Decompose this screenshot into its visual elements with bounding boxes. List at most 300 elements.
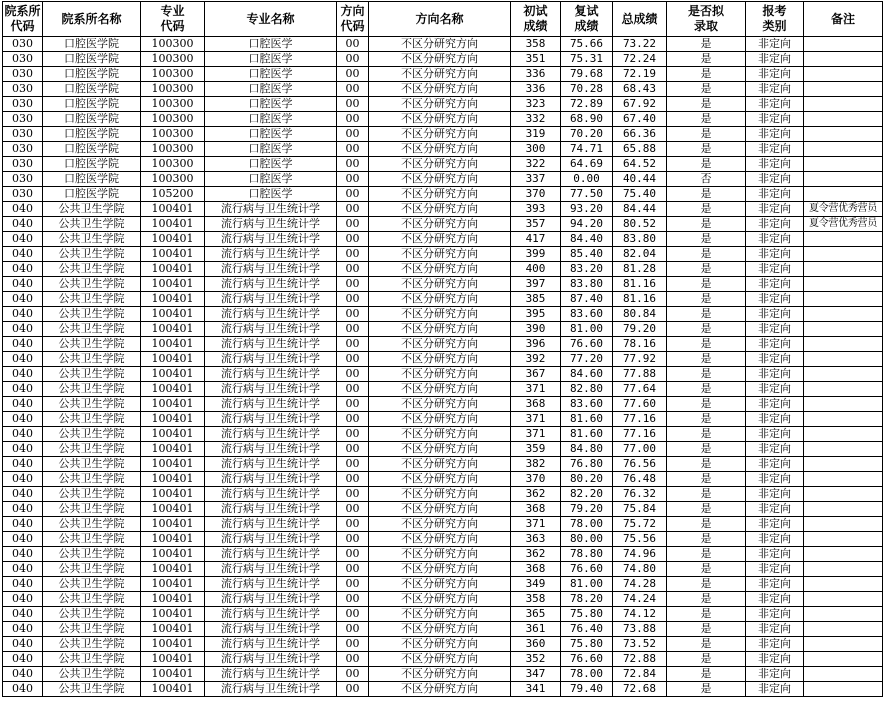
cell-major-code: 100300 — [141, 112, 205, 127]
cell-retest-score: 87.40 — [561, 292, 613, 307]
cell-total-score: 75.40 — [613, 187, 667, 202]
cell-total-score: 74.28 — [613, 577, 667, 592]
table-row — [3, 472, 883, 487]
cell-direction-name: 不区分研究方向 — [369, 607, 511, 622]
table-row — [3, 157, 883, 172]
table-row — [3, 277, 883, 292]
cell-prelim-score: 367 — [511, 367, 561, 382]
cell-remarks — [804, 457, 883, 472]
cell-dept-code: 040 — [3, 367, 43, 382]
cell-apply-type: 非定向 — [746, 232, 804, 247]
cell-admit-status: 是 — [667, 412, 746, 427]
cell-major-code: 100401 — [141, 232, 205, 247]
cell-remarks — [804, 472, 883, 487]
cell-major-name: 流行病与卫生统计学 — [205, 442, 337, 457]
cell-direction-name: 不区分研究方向 — [369, 307, 511, 322]
cell-prelim-score: 368 — [511, 562, 561, 577]
cell-dept-name: 公共卫生学院 — [43, 577, 141, 592]
cell-dept-name: 公共卫生学院 — [43, 232, 141, 247]
cell-prelim-score: 337 — [511, 172, 561, 187]
cell-remarks — [804, 262, 883, 277]
cell-admit-status: 是 — [667, 562, 746, 577]
cell-dept-name: 公共卫生学院 — [43, 487, 141, 502]
cell-dept-name: 公共卫生学院 — [43, 457, 141, 472]
cell-total-score: 74.96 — [613, 547, 667, 562]
cell-prelim-score: 351 — [511, 52, 561, 67]
cell-major-code: 100401 — [141, 517, 205, 532]
table-row — [3, 322, 883, 337]
cell-dept-name: 公共卫生学院 — [43, 367, 141, 382]
cell-direction-code: 00 — [337, 457, 369, 472]
cell-apply-type: 非定向 — [746, 427, 804, 442]
cell-remarks — [804, 682, 883, 697]
cell-direction-name: 不区分研究方向 — [369, 382, 511, 397]
cell-apply-type: 非定向 — [746, 457, 804, 472]
cell-prelim-score: 347 — [511, 667, 561, 682]
cell-total-score: 67.40 — [613, 112, 667, 127]
table-row — [3, 547, 883, 562]
column-header-remarks: 备注 — [804, 2, 883, 37]
cell-total-score: 73.22 — [613, 37, 667, 52]
table-row — [3, 532, 883, 547]
cell-admit-status: 是 — [667, 217, 746, 232]
cell-major-code: 100401 — [141, 472, 205, 487]
cell-direction-name: 不区分研究方向 — [369, 142, 511, 157]
cell-apply-type: 非定向 — [746, 502, 804, 517]
cell-retest-score: 77.50 — [561, 187, 613, 202]
cell-prelim-score: 399 — [511, 247, 561, 262]
cell-admit-status: 是 — [667, 277, 746, 292]
cell-prelim-score: 323 — [511, 97, 561, 112]
cell-total-score: 74.24 — [613, 592, 667, 607]
cell-direction-code: 00 — [337, 37, 369, 52]
table-row — [3, 487, 883, 502]
cell-remarks — [804, 337, 883, 352]
column-header-major-name: 专业名称 — [205, 2, 337, 37]
cell-remarks — [804, 667, 883, 682]
cell-remarks — [804, 442, 883, 457]
cell-dept-name: 公共卫生学院 — [43, 397, 141, 412]
cell-direction-code: 00 — [337, 427, 369, 442]
cell-retest-score: 76.60 — [561, 652, 613, 667]
table-row — [3, 577, 883, 592]
column-header-dept-code: 院系所 代码 — [3, 2, 43, 37]
cell-dept-name: 公共卫生学院 — [43, 472, 141, 487]
cell-prelim-score: 362 — [511, 547, 561, 562]
cell-prelim-score: 392 — [511, 352, 561, 367]
cell-major-name: 流行病与卫生统计学 — [205, 352, 337, 367]
cell-retest-score: 81.00 — [561, 577, 613, 592]
cell-total-score: 77.16 — [613, 427, 667, 442]
cell-admit-status: 是 — [667, 532, 746, 547]
cell-major-name: 流行病与卫生统计学 — [205, 247, 337, 262]
column-header-direction-code: 方向 代码 — [337, 2, 369, 37]
cell-admit-status: 是 — [667, 502, 746, 517]
cell-direction-name: 不区分研究方向 — [369, 217, 511, 232]
cell-prelim-score: 368 — [511, 397, 561, 412]
cell-direction-code: 00 — [337, 247, 369, 262]
cell-major-name: 流行病与卫生统计学 — [205, 382, 337, 397]
table-row — [3, 172, 883, 187]
cell-major-code: 100401 — [141, 547, 205, 562]
cell-prelim-score: 363 — [511, 532, 561, 547]
cell-remarks — [804, 277, 883, 292]
cell-retest-score: 75.80 — [561, 607, 613, 622]
cell-dept-code: 040 — [3, 592, 43, 607]
cell-prelim-score: 370 — [511, 472, 561, 487]
cell-direction-name: 不区分研究方向 — [369, 427, 511, 442]
cell-dept-name: 口腔医学院 — [43, 82, 141, 97]
cell-major-name: 流行病与卫生统计学 — [205, 532, 337, 547]
cell-retest-score: 76.60 — [561, 562, 613, 577]
cell-total-score: 75.84 — [613, 502, 667, 517]
cell-remarks — [804, 352, 883, 367]
cell-remarks — [804, 292, 883, 307]
cell-prelim-score: 332 — [511, 112, 561, 127]
cell-total-score: 77.16 — [613, 412, 667, 427]
cell-dept-name: 公共卫生学院 — [43, 532, 141, 547]
cell-direction-name: 不区分研究方向 — [369, 262, 511, 277]
cell-major-code: 100401 — [141, 202, 205, 217]
cell-total-score: 77.00 — [613, 442, 667, 457]
cell-apply-type: 非定向 — [746, 682, 804, 697]
column-header-major-code: 专业 代码 — [141, 2, 205, 37]
cell-major-code: 100401 — [141, 262, 205, 277]
table-row — [3, 262, 883, 277]
cell-direction-name: 不区分研究方向 — [369, 577, 511, 592]
cell-direction-name: 不区分研究方向 — [369, 157, 511, 172]
cell-dept-code: 040 — [3, 262, 43, 277]
cell-direction-name: 不区分研究方向 — [369, 592, 511, 607]
cell-retest-score: 79.40 — [561, 682, 613, 697]
cell-prelim-score: 417 — [511, 232, 561, 247]
cell-major-code: 100401 — [141, 502, 205, 517]
cell-retest-score: 76.60 — [561, 337, 613, 352]
cell-apply-type: 非定向 — [746, 307, 804, 322]
cell-prelim-score: 357 — [511, 217, 561, 232]
cell-direction-name: 不区分研究方向 — [369, 367, 511, 382]
cell-direction-code: 00 — [337, 157, 369, 172]
cell-apply-type: 非定向 — [746, 247, 804, 262]
cell-retest-score: 83.80 — [561, 277, 613, 292]
cell-retest-score: 81.60 — [561, 427, 613, 442]
header-row — [3, 2, 883, 37]
cell-remarks — [804, 622, 883, 637]
cell-direction-name: 不区分研究方向 — [369, 667, 511, 682]
cell-admit-status: 是 — [667, 667, 746, 682]
column-header-admit-status: 是否拟 录取 — [667, 2, 746, 37]
cell-major-code: 100300 — [141, 82, 205, 97]
cell-apply-type: 非定向 — [746, 592, 804, 607]
cell-prelim-score: 359 — [511, 442, 561, 457]
cell-dept-name: 公共卫生学院 — [43, 352, 141, 367]
cell-dept-code: 040 — [3, 217, 43, 232]
cell-direction-name: 不区分研究方向 — [369, 232, 511, 247]
cell-remarks — [804, 577, 883, 592]
table-row — [3, 652, 883, 667]
cell-dept-code: 040 — [3, 352, 43, 367]
cell-dept-name: 口腔医学院 — [43, 172, 141, 187]
cell-dept-code: 040 — [3, 277, 43, 292]
cell-major-code: 100401 — [141, 562, 205, 577]
cell-retest-score: 74.71 — [561, 142, 613, 157]
cell-dept-name: 公共卫生学院 — [43, 307, 141, 322]
cell-admit-status: 是 — [667, 457, 746, 472]
cell-direction-name: 不区分研究方向 — [369, 112, 511, 127]
cell-prelim-score: 371 — [511, 517, 561, 532]
cell-retest-score: 0.00 — [561, 172, 613, 187]
cell-major-name: 流行病与卫生统计学 — [205, 547, 337, 562]
table-row — [3, 127, 883, 142]
cell-dept-code: 040 — [3, 382, 43, 397]
cell-direction-name: 不区分研究方向 — [369, 682, 511, 697]
cell-total-score: 81.16 — [613, 292, 667, 307]
cell-total-score: 78.16 — [613, 337, 667, 352]
cell-direction-code: 00 — [337, 652, 369, 667]
cell-major-name: 流行病与卫生统计学 — [205, 637, 337, 652]
cell-remarks — [804, 502, 883, 517]
cell-admit-status: 是 — [667, 472, 746, 487]
cell-major-name: 流行病与卫生统计学 — [205, 337, 337, 352]
table-row — [3, 52, 883, 67]
cell-major-name: 口腔医学 — [205, 127, 337, 142]
cell-major-code: 100401 — [141, 487, 205, 502]
cell-major-code: 100300 — [141, 172, 205, 187]
cell-dept-code: 030 — [3, 187, 43, 202]
cell-major-name: 流行病与卫生统计学 — [205, 277, 337, 292]
cell-direction-name: 不区分研究方向 — [369, 457, 511, 472]
cell-major-name: 口腔医学 — [205, 82, 337, 97]
cell-prelim-score: 362 — [511, 487, 561, 502]
cell-retest-score: 80.00 — [561, 532, 613, 547]
cell-dept-code: 040 — [3, 337, 43, 352]
cell-remarks — [804, 82, 883, 97]
cell-admit-status: 是 — [667, 427, 746, 442]
cell-dept-code: 030 — [3, 112, 43, 127]
cell-remarks — [804, 547, 883, 562]
cell-dept-name: 公共卫生学院 — [43, 637, 141, 652]
column-header-prelim-score: 初试 成绩 — [511, 2, 561, 37]
cell-retest-score: 82.20 — [561, 487, 613, 502]
cell-admit-status: 是 — [667, 292, 746, 307]
cell-dept-name: 公共卫生学院 — [43, 442, 141, 457]
cell-apply-type: 非定向 — [746, 187, 804, 202]
cell-direction-code: 00 — [337, 487, 369, 502]
cell-admit-status: 是 — [667, 607, 746, 622]
cell-dept-code: 040 — [3, 637, 43, 652]
cell-retest-score: 78.20 — [561, 592, 613, 607]
cell-direction-code: 00 — [337, 112, 369, 127]
cell-major-code: 100401 — [141, 412, 205, 427]
cell-dept-name: 公共卫生学院 — [43, 667, 141, 682]
table-row — [3, 427, 883, 442]
table-header — [3, 2, 883, 37]
cell-direction-name: 不区分研究方向 — [369, 352, 511, 367]
cell-major-name: 流行病与卫生统计学 — [205, 622, 337, 637]
cell-dept-code: 030 — [3, 97, 43, 112]
cell-direction-name: 不区分研究方向 — [369, 127, 511, 142]
cell-remarks — [804, 367, 883, 382]
cell-dept-name: 公共卫生学院 — [43, 517, 141, 532]
cell-direction-code: 00 — [337, 232, 369, 247]
cell-dept-code: 040 — [3, 322, 43, 337]
cell-admit-status: 是 — [667, 187, 746, 202]
cell-retest-score: 78.00 — [561, 517, 613, 532]
cell-apply-type: 非定向 — [746, 157, 804, 172]
cell-major-name: 流行病与卫生统计学 — [205, 517, 337, 532]
cell-dept-name: 公共卫生学院 — [43, 412, 141, 427]
cell-major-code: 100401 — [141, 322, 205, 337]
cell-apply-type: 非定向 — [746, 202, 804, 217]
cell-prelim-score: 358 — [511, 37, 561, 52]
cell-major-code: 100401 — [141, 457, 205, 472]
cell-admit-status: 是 — [667, 367, 746, 382]
cell-dept-code: 040 — [3, 577, 43, 592]
cell-admit-status: 是 — [667, 622, 746, 637]
cell-prelim-score: 390 — [511, 322, 561, 337]
cell-direction-name: 不区分研究方向 — [369, 82, 511, 97]
cell-apply-type: 非定向 — [746, 562, 804, 577]
cell-direction-code: 00 — [337, 442, 369, 457]
cell-direction-name: 不区分研究方向 — [369, 52, 511, 67]
cell-remarks — [804, 127, 883, 142]
cell-major-code: 100401 — [141, 352, 205, 367]
cell-dept-name: 公共卫生学院 — [43, 217, 141, 232]
admission-table — [2, 1, 883, 697]
cell-dept-code: 040 — [3, 427, 43, 442]
cell-major-code: 100401 — [141, 682, 205, 697]
cell-direction-name: 不区分研究方向 — [369, 562, 511, 577]
cell-total-score: 75.72 — [613, 517, 667, 532]
cell-major-name: 流行病与卫生统计学 — [205, 397, 337, 412]
cell-dept-code: 040 — [3, 532, 43, 547]
cell-direction-code: 00 — [337, 547, 369, 562]
table-row — [3, 457, 883, 472]
cell-direction-code: 00 — [337, 592, 369, 607]
cell-dept-name: 公共卫生学院 — [43, 292, 141, 307]
cell-remarks — [804, 52, 883, 67]
cell-apply-type: 非定向 — [746, 577, 804, 592]
column-header-dept-name: 院系所名称 — [43, 2, 141, 37]
cell-total-score: 84.44 — [613, 202, 667, 217]
cell-direction-code: 00 — [337, 622, 369, 637]
cell-dept-code: 030 — [3, 82, 43, 97]
table-row — [3, 592, 883, 607]
cell-dept-code: 040 — [3, 292, 43, 307]
cell-major-code: 100401 — [141, 217, 205, 232]
table-row — [3, 112, 883, 127]
cell-prelim-score: 370 — [511, 187, 561, 202]
cell-remarks — [804, 112, 883, 127]
table-row — [3, 202, 883, 217]
cell-apply-type: 非定向 — [746, 112, 804, 127]
cell-remarks — [804, 487, 883, 502]
cell-total-score: 83.80 — [613, 232, 667, 247]
cell-remarks — [804, 382, 883, 397]
cell-dept-name: 公共卫生学院 — [43, 202, 141, 217]
cell-direction-code: 00 — [337, 607, 369, 622]
cell-remarks: 夏令营优秀营员 — [804, 202, 883, 217]
cell-major-code: 100401 — [141, 442, 205, 457]
cell-apply-type: 非定向 — [746, 277, 804, 292]
cell-direction-code: 00 — [337, 142, 369, 157]
cell-dept-name: 口腔医学院 — [43, 52, 141, 67]
cell-major-code: 100401 — [141, 247, 205, 262]
cell-major-code: 100401 — [141, 397, 205, 412]
cell-retest-score: 84.60 — [561, 367, 613, 382]
cell-direction-code: 00 — [337, 667, 369, 682]
cell-dept-name: 口腔医学院 — [43, 67, 141, 82]
cell-direction-name: 不区分研究方向 — [369, 517, 511, 532]
cell-total-score: 68.43 — [613, 82, 667, 97]
cell-apply-type: 非定向 — [746, 472, 804, 487]
cell-total-score: 76.48 — [613, 472, 667, 487]
table-row — [3, 397, 883, 412]
cell-admit-status: 是 — [667, 67, 746, 82]
cell-admit-status: 是 — [667, 547, 746, 562]
cell-admit-status: 是 — [667, 232, 746, 247]
cell-dept-code: 040 — [3, 682, 43, 697]
cell-major-name: 口腔医学 — [205, 97, 337, 112]
cell-remarks — [804, 607, 883, 622]
cell-dept-code: 030 — [3, 157, 43, 172]
cell-admit-status: 是 — [667, 112, 746, 127]
cell-major-name: 流行病与卫生统计学 — [205, 307, 337, 322]
cell-apply-type: 非定向 — [746, 532, 804, 547]
cell-prelim-score: 385 — [511, 292, 561, 307]
cell-admit-status: 否 — [667, 172, 746, 187]
cell-direction-code: 00 — [337, 352, 369, 367]
cell-total-score: 72.24 — [613, 52, 667, 67]
cell-total-score: 76.56 — [613, 457, 667, 472]
cell-direction-code: 00 — [337, 562, 369, 577]
cell-prelim-score: 395 — [511, 307, 561, 322]
cell-dept-name: 口腔医学院 — [43, 127, 141, 142]
table-row — [3, 82, 883, 97]
cell-dept-code: 040 — [3, 412, 43, 427]
cell-direction-name: 不区分研究方向 — [369, 247, 511, 262]
cell-dept-name: 口腔医学院 — [43, 187, 141, 202]
cell-dept-code: 040 — [3, 232, 43, 247]
cell-direction-code: 00 — [337, 202, 369, 217]
cell-direction-code: 00 — [337, 277, 369, 292]
cell-total-score: 77.92 — [613, 352, 667, 367]
cell-total-score: 72.19 — [613, 67, 667, 82]
cell-direction-code: 00 — [337, 67, 369, 82]
cell-prelim-score: 360 — [511, 637, 561, 652]
cell-major-code: 100401 — [141, 307, 205, 322]
cell-prelim-score: 300 — [511, 142, 561, 157]
cell-major-name: 口腔医学 — [205, 157, 337, 172]
cell-major-code: 100401 — [141, 652, 205, 667]
cell-retest-score: 68.90 — [561, 112, 613, 127]
cell-major-code: 105200 — [141, 187, 205, 202]
cell-major-name: 流行病与卫生统计学 — [205, 427, 337, 442]
cell-prelim-score: 400 — [511, 262, 561, 277]
cell-remarks — [804, 142, 883, 157]
cell-direction-code: 00 — [337, 472, 369, 487]
cell-dept-code: 040 — [3, 547, 43, 562]
cell-total-score: 74.80 — [613, 562, 667, 577]
cell-apply-type: 非定向 — [746, 292, 804, 307]
cell-apply-type: 非定向 — [746, 142, 804, 157]
cell-dept-code: 040 — [3, 472, 43, 487]
table-row — [3, 187, 883, 202]
cell-direction-name: 不区分研究方向 — [369, 622, 511, 637]
cell-direction-name: 不区分研究方向 — [369, 532, 511, 547]
cell-admit-status: 是 — [667, 592, 746, 607]
cell-major-name: 流行病与卫生统计学 — [205, 472, 337, 487]
